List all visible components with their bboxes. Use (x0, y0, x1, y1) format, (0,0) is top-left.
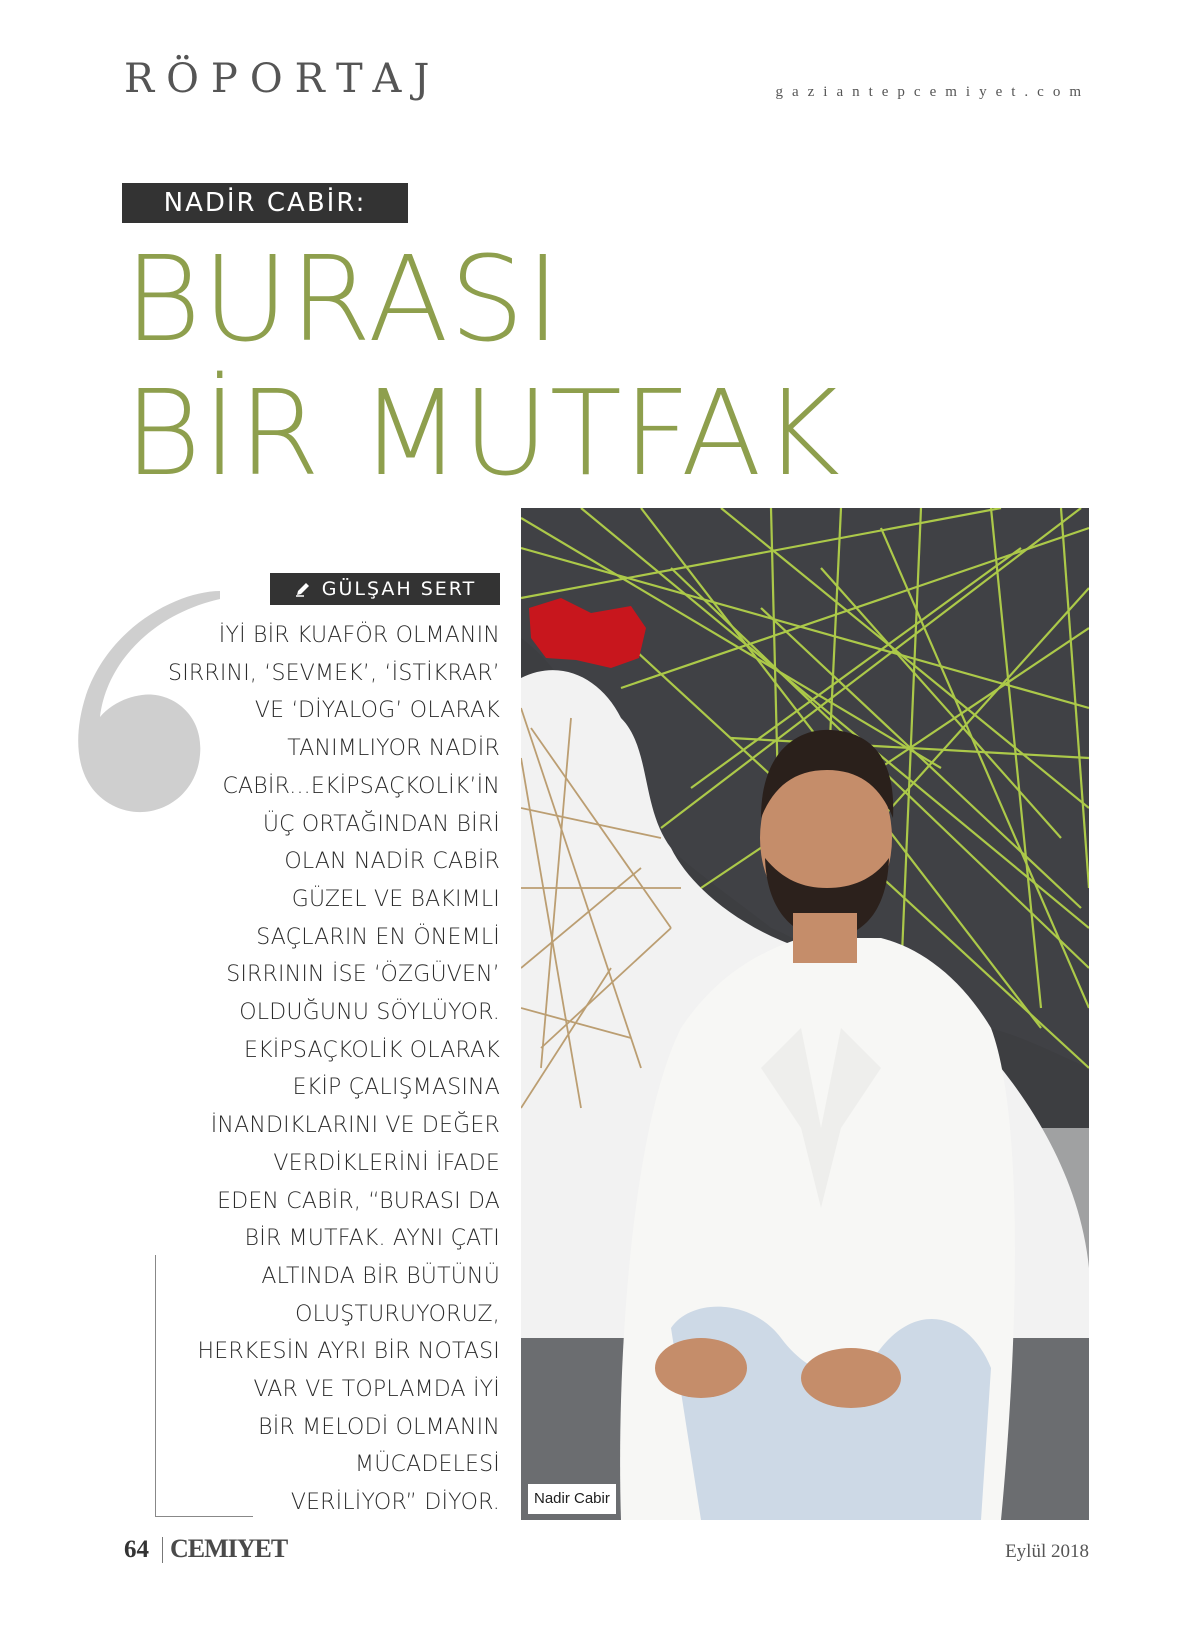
magazine-name: CEMIYET (170, 1534, 288, 1563)
headline-line-1: BURASI (124, 230, 562, 368)
article-lead (160, 617, 500, 1522)
lead-line: CABİR...EKİPSAÇKOLİK’İN (222, 773, 500, 799)
lead-line: GÜZEL VE BAKIMLI (291, 886, 500, 912)
lead-line: SAÇLARIN EN ÖNEMLİ (256, 924, 500, 950)
lead-line: SIRRINI, ‘SEVMEK’, ‘İSTİKRAR’ (168, 660, 500, 686)
lead-line: İYİ BİR KUAFÖR OLMANIN (218, 623, 500, 648)
photo-caption: Nadir Cabir (528, 1484, 616, 1514)
lead-line: ALTINDA BİR BÜTÜNÜ (261, 1263, 500, 1289)
author-name: GÜLŞAH SERT (321, 578, 477, 600)
portrait-illustration (521, 508, 1089, 1520)
portrait-photo (521, 508, 1089, 1520)
footer-divider (162, 1537, 163, 1563)
lead-line: BİR MELODİ OLMANIN (258, 1414, 500, 1440)
lead-line: OLDUĞUNU SÖYLÜYOR. (239, 1000, 500, 1026)
issue-date: Eylül 2018 (1005, 1541, 1089, 1562)
lead-line: EKİPSAÇKOLİK OLARAK (244, 1037, 500, 1063)
site-url: gaziantepcemiyet.com (775, 84, 1090, 100)
article-headline (124, 232, 884, 500)
lead-line: HERKESİN AYRI BİR NOTASI (197, 1339, 500, 1365)
lead-line: VE ‘DİYALOG’ OLARAK (254, 698, 500, 724)
lead-line: EKİP ÇALIŞMASINA (292, 1075, 500, 1101)
author-byline (270, 573, 500, 605)
lead-line: İNANDIKLARINI VE DEĞER (210, 1113, 500, 1139)
lead-line: VAR VE TOPLAMDA İYİ (253, 1377, 500, 1403)
lead-line: TANIMLIYOR NADİR (287, 736, 500, 762)
lead-line: EDEN CABİR, “BURASI DA (217, 1188, 500, 1214)
section-label: RÖPORTAJ (124, 56, 442, 102)
lead-line: VERİLİYOR” DİYOR. (290, 1490, 500, 1516)
lead-line: BİR MUTFAK. AYNI ÇATI (244, 1226, 500, 1252)
lead-line: ÜÇ ORTAĞINDAN BİRİ (262, 811, 500, 837)
decorative-rule-vertical (155, 1255, 156, 1517)
article-kicker: NADİR CABİR: (122, 183, 408, 223)
lead-line: OLUŞTURUYORUZ, (295, 1301, 500, 1327)
lead-line: OLAN NADİR CABİR (284, 849, 500, 875)
lead-line: MÜCADELESİ (355, 1452, 500, 1478)
pen-icon (294, 580, 312, 598)
lead-line: VERDİKLERİNİ İFADE (273, 1150, 500, 1176)
page-number: 64 (124, 1536, 149, 1563)
headline-line-2: BİR MUTFAK (124, 364, 841, 502)
lead-line: SIRRININ İSE ‘ÖZGÜVEN’ (226, 962, 500, 988)
